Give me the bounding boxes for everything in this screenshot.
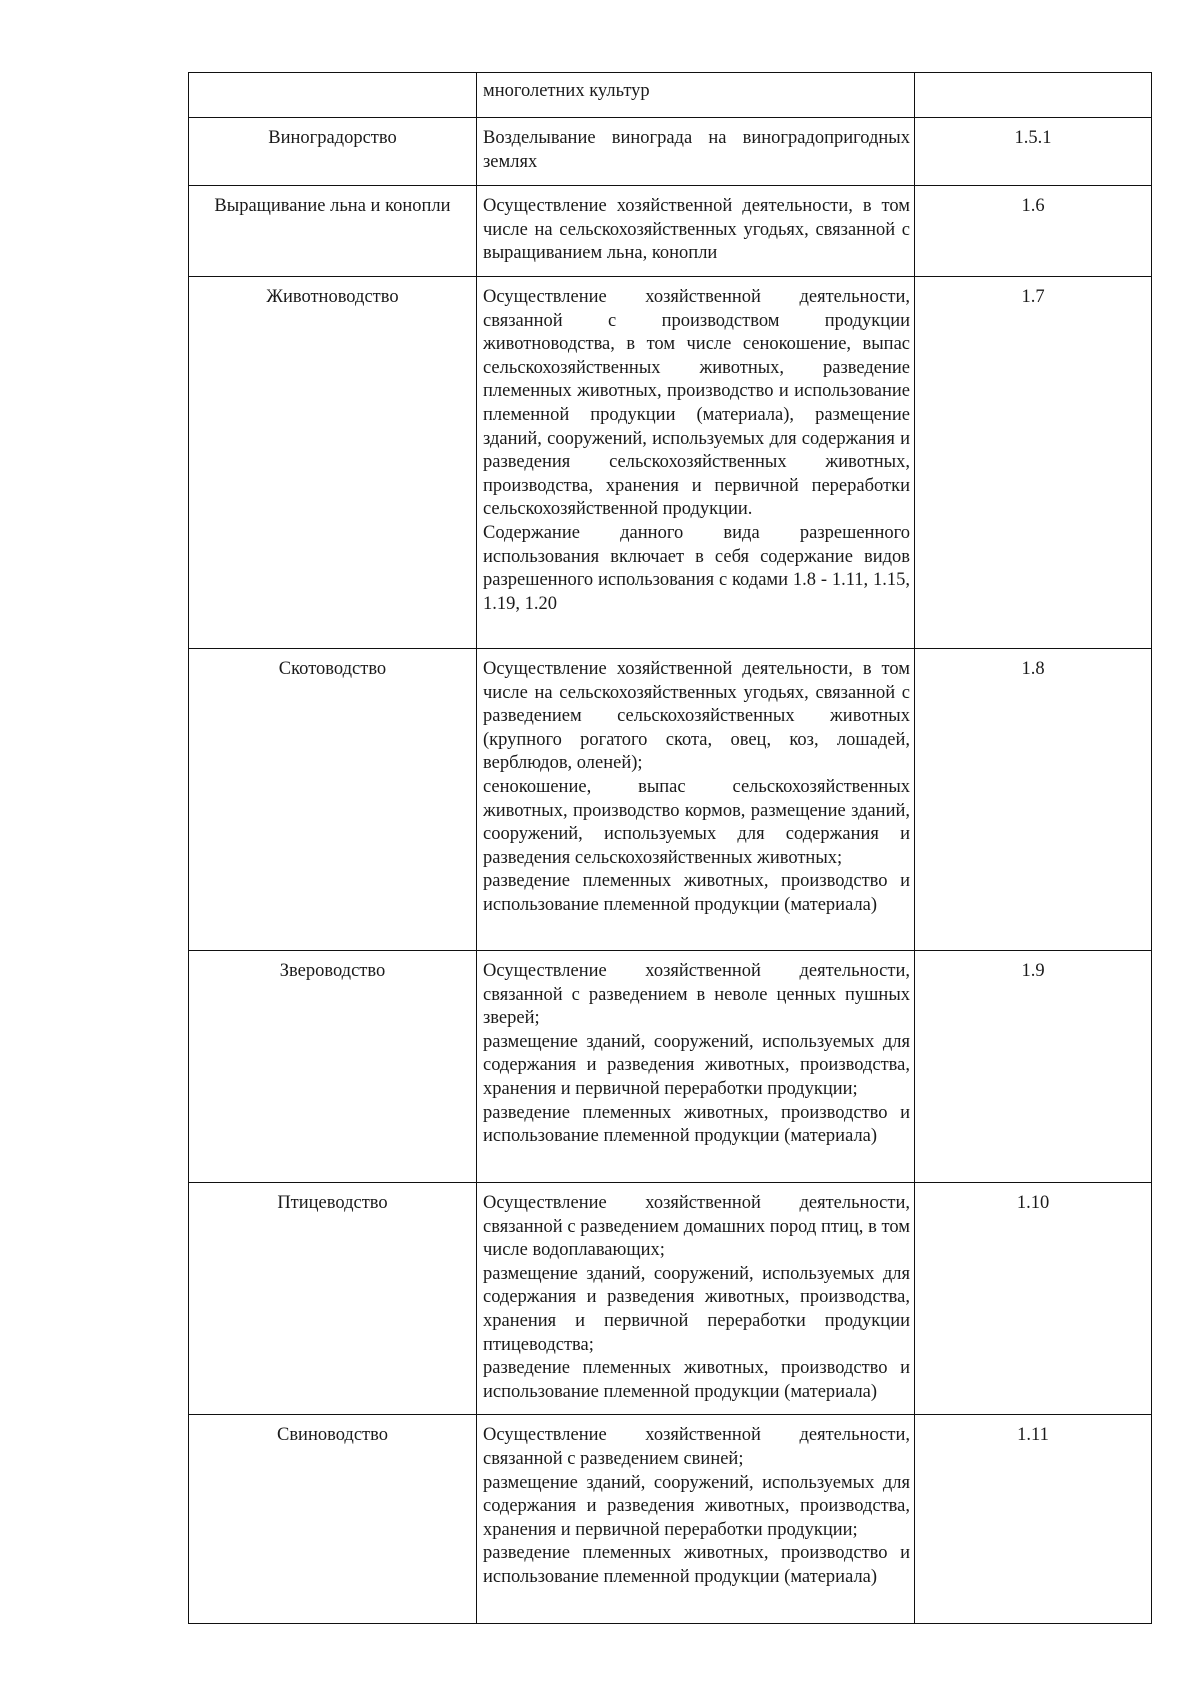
use-code-cell: 1.5.1 bbox=[915, 118, 1152, 186]
description-paragraph: разведение племенных животных, производство и использование племенной продукции (материала) bbox=[483, 1358, 910, 1402]
description-paragraph: Осуществление хозяйственной деятельности, связанной с разведением домашних пород птиц, в том числе водоплавающих; bbox=[483, 1193, 910, 1261]
use-description-cell bbox=[477, 277, 915, 649]
use-name-cell: Виноградорство bbox=[189, 118, 477, 186]
table-row bbox=[189, 73, 1152, 118]
use-description-cell bbox=[477, 1415, 915, 1624]
description-paragraph: размещение зданий, сооружений, используемых для содержания и разведения животных, производства, хранения и первичной переработки продукции; bbox=[483, 1472, 910, 1540]
use-description-cell bbox=[477, 1183, 915, 1415]
description-paragraph: сенокошение, выпас сельскохозяйственных животных, производство кормов, размещение зданий, сооружений, используемых для содержания и разведения сельскохозяйственных животных; bbox=[483, 776, 910, 868]
table-row bbox=[189, 1183, 1152, 1415]
description-paragraph: Осуществление хозяйственной деятельности, связанной с производством продукции животноводства, в том числе сенокошение, выпас сельскохозяйственных животных, разведение племенных животных, производство и использование племенной продукции (материала), размещение зданий, сооружений, используемых для содержания и разведения сельскохозяйственных животных, производства, хранения и первичной переработки сельскохозяйственной продукции. bbox=[483, 287, 910, 520]
description-paragraph: Содержание данного вида разрешенного использования включает в себя содержание видов разрешенного использования с кодами 1.8 - 1.11, 1.15, 1.19, 1.20 bbox=[483, 522, 910, 614]
use-name-cell: Свиноводство bbox=[189, 1415, 477, 1624]
use-name-cell: Животноводство bbox=[189, 277, 477, 649]
description-paragraph: Осуществление хозяйственной деятельности, связанной с разведением в неволе ценных пушных зверей; bbox=[483, 961, 910, 1029]
description-paragraph: Осуществление хозяйственной деятельности, связанной с разведением свиней; bbox=[483, 1425, 910, 1469]
use-description-cell bbox=[477, 118, 915, 186]
use-code-cell: 1.8 bbox=[915, 649, 1152, 951]
description-paragraph: размещение зданий, сооружений, используемых для содержания и разведения животных, производства, хранения и первичной переработки продукции птицеводства; bbox=[483, 1263, 910, 1355]
use-code-cell: 1.7 bbox=[915, 277, 1152, 649]
description-paragraph: разведение племенных животных, производство и использование племенной продукции (материала) bbox=[483, 1543, 910, 1587]
description-paragraph: разведение племенных животных, производство и использование племенной продукции (материала) bbox=[483, 871, 910, 915]
use-name-cell: Птицеводство bbox=[189, 1183, 477, 1415]
use-name-cell bbox=[189, 73, 477, 118]
description-paragraph: разведение племенных животных, производство и использование племенной продукции (материала) bbox=[483, 1102, 910, 1147]
use-name-cell: Звероводство bbox=[189, 951, 477, 1183]
use-description-cell bbox=[477, 951, 915, 1183]
use-name-cell: Выращивание льна и конопли bbox=[189, 186, 477, 277]
table-row bbox=[189, 118, 1152, 186]
use-code-cell: 1.6 bbox=[915, 186, 1152, 277]
description-paragraph: многолетних культур bbox=[483, 81, 650, 101]
use-code-cell: 1.9 bbox=[915, 951, 1152, 1183]
table-row bbox=[189, 186, 1152, 277]
description-paragraph: Возделывание винограда на виноградопригодных землях bbox=[483, 128, 910, 172]
use-code-cell bbox=[915, 73, 1152, 118]
use-description-cell bbox=[477, 186, 915, 277]
table-row bbox=[189, 951, 1152, 1183]
table-row bbox=[189, 277, 1152, 649]
table-body bbox=[189, 73, 1152, 1624]
description-paragraph: Осуществление хозяйственной деятельности, в том числе на сельскохозяйственных угодьях, связанной с выращиванием льна, конопли bbox=[483, 196, 910, 264]
land-use-table bbox=[188, 72, 1152, 1624]
use-description-cell bbox=[477, 649, 915, 951]
description-paragraph: размещение зданий, сооружений, используемых для содержания и разведения животных, производства, хранения и первичной переработки продукции; bbox=[483, 1031, 910, 1099]
use-description-cell bbox=[477, 73, 915, 118]
table-row bbox=[189, 1415, 1152, 1624]
table-row bbox=[189, 649, 1152, 951]
use-code-cell: 1.11 bbox=[915, 1415, 1152, 1624]
use-name-cell: Скотоводство bbox=[189, 649, 477, 951]
use-code-cell: 1.10 bbox=[915, 1183, 1152, 1415]
description-paragraph: Осуществление хозяйственной деятельности, в том числе на сельскохозяйственных угодьях, связанной с разведением сельскохозяйственных животных (крупного рогатого скота, овец, коз, лошадей, верблюдов, оленей); bbox=[483, 659, 910, 774]
